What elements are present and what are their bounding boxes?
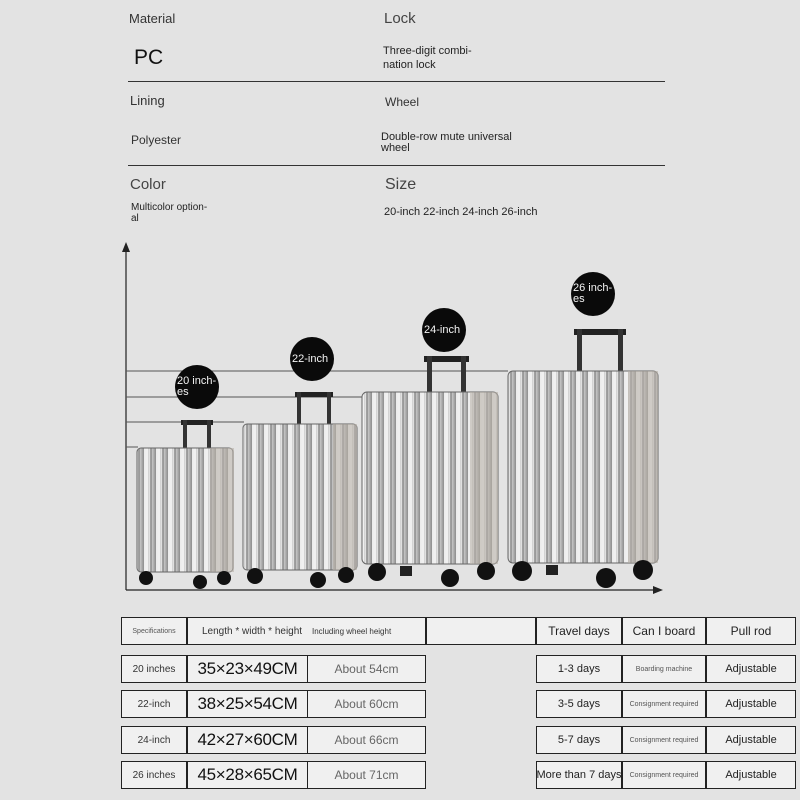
header-can-board: Can I board [622, 617, 706, 645]
badge-22-inch: 22-inch [290, 337, 334, 381]
badge-20-inch: 20 inch- es [175, 365, 219, 409]
row-size: 24-inch [121, 726, 187, 754]
badge-26-inch: 26 inch- es [571, 272, 615, 316]
table-row [121, 655, 777, 683]
row-dimensions: 38×25×54CM [187, 690, 307, 718]
table-row [121, 726, 777, 754]
row-size: 26 inches [121, 761, 187, 789]
color-value-line1: Multicolor option- [131, 202, 208, 213]
row-wheel-height: About 60cm [307, 690, 426, 718]
row-wheel-height: About 54cm [307, 655, 426, 683]
row-travel-days: More than 7 days [536, 761, 622, 789]
header-pull-rod: Pull rod [706, 617, 796, 645]
row-travel-days: 1-3 days [536, 655, 622, 683]
row-pull-rod: Adjustable [706, 690, 796, 718]
row-travel-days: 5-7 days [536, 726, 622, 754]
lock-value-line2: nation lock [383, 59, 436, 71]
row-can-board: Boarding machine [622, 655, 706, 683]
row-travel-days: 3-5 days [536, 690, 622, 718]
row-size: 22-inch [121, 690, 187, 718]
table-header-row [121, 617, 772, 645]
wheel-label: Wheel [385, 95, 420, 109]
divider-2 [128, 165, 665, 166]
suitcase-24-inch [362, 356, 498, 587]
luggage-illustration [0, 230, 800, 610]
row-dimensions: 35×23×49CM [187, 655, 307, 683]
material-label: Material [129, 11, 176, 26]
header-spacer [426, 617, 536, 645]
lock-label: Lock [384, 10, 416, 27]
color-value-line2: al [131, 213, 139, 224]
color-label: Color [130, 176, 166, 193]
row-size: 20 inches [121, 655, 187, 683]
row-wheel-height: About 66cm [307, 726, 426, 754]
size-value: 20-inch 22-inch 24-inch 26-inch [384, 206, 538, 218]
row-dimensions: 42×27×60CM [187, 726, 307, 754]
header-specifications: Specifications [121, 617, 187, 645]
header-wheel-height: Including wheel height [307, 617, 426, 645]
wheel-value-line2: wheel [381, 142, 410, 154]
row-dimensions: 45×28×65CM [187, 761, 307, 789]
material-value: PC [134, 46, 164, 69]
suitcase-20-inch [137, 420, 234, 589]
row-wheel-height: About 71cm [307, 761, 426, 789]
suitcase-26-inch [508, 329, 658, 588]
row-pull-rod: Adjustable [706, 761, 796, 789]
row-pull-rod: Adjustable [706, 655, 796, 683]
row-can-board: Consignment required [622, 726, 706, 754]
header-travel-days: Travel days [536, 617, 622, 645]
table-row [121, 761, 777, 789]
lining-value: Polyester [131, 133, 182, 147]
lining-label: Lining [130, 93, 165, 108]
table-row [121, 690, 777, 718]
row-can-board: Consignment required [622, 690, 706, 718]
lock-value-line1: Three-digit combi- [383, 45, 472, 57]
suitcase-22-inch [243, 392, 357, 588]
row-pull-rod: Adjustable [706, 726, 796, 754]
size-label: Size [385, 176, 417, 193]
size-comparison-diagram [0, 230, 800, 610]
header-dimensions: Length * width * height [187, 617, 307, 645]
row-can-board: Consignment required [622, 761, 706, 789]
wheel-value-line1: Double-row mute universal [381, 131, 512, 143]
badge-24-inch: 24-inch [422, 308, 466, 352]
divider-1 [128, 81, 665, 82]
